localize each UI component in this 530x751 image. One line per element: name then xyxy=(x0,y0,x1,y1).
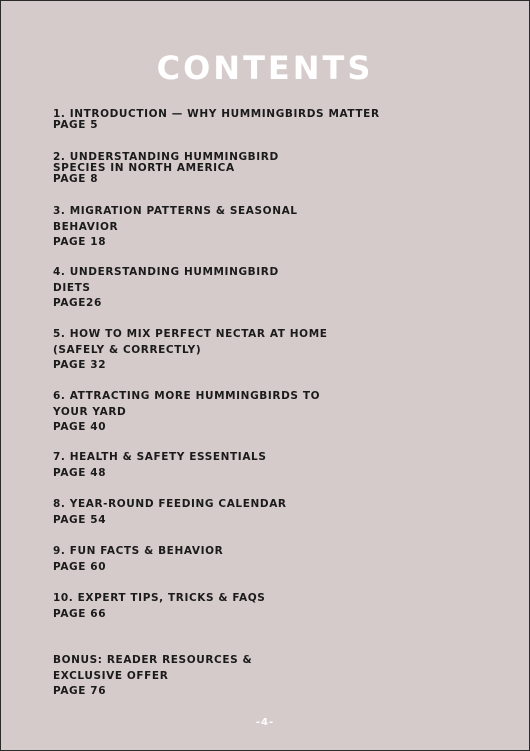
toc-entry-health xyxy=(53,450,413,481)
toc-entry-page: PAGE 5 xyxy=(53,119,99,131)
page-title: CONTENTS xyxy=(156,49,374,87)
toc-entry-page: PAGE 54 xyxy=(53,513,107,526)
toc-entry-page: PAGE 66 xyxy=(53,607,107,620)
toc-entry-title: DIETS xyxy=(53,281,91,294)
toc-entry-introduction xyxy=(53,109,413,131)
toc-entry-page: PAGE 76 xyxy=(53,685,107,697)
toc-entry-bonus xyxy=(53,653,413,700)
toc-entry-calendar xyxy=(53,497,413,528)
toc-entry-title: 10. EXPERT TIPS, TRICKS & FAQS xyxy=(53,592,266,604)
toc-entry-page: PAGE 48 xyxy=(53,466,107,479)
toc-entry-page: PAGE 40 xyxy=(53,421,107,433)
toc-entry-title: 4. UNDERSTANDING HUMMINGBIRD xyxy=(53,266,279,278)
toc-entry-title: 1. INTRODUCTION — WHY HUMMINGBIRDS MATTER xyxy=(53,108,380,120)
toc-entry-fun-facts xyxy=(53,544,413,575)
toc-entry-title: 7. HEALTH & SAFETY ESSENTIALS xyxy=(53,451,267,463)
toc-entry-title: 9. FUN FACTS & BEHAVIOR xyxy=(53,545,224,557)
toc-entry-title: EXCLUSIVE OFFER xyxy=(53,669,169,682)
toc-entry-title: 8. YEAR-ROUND FEEDING CALENDAR xyxy=(53,498,287,510)
page-number: -4- xyxy=(255,717,275,728)
toc-entry-page: PAGE26 xyxy=(53,297,102,309)
toc-entry-page: PAGE 32 xyxy=(53,359,107,371)
toc-entry-title: SPECIES IN NORTH AMERICA xyxy=(53,162,235,174)
toc-entry-page: PAGE 18 xyxy=(53,236,107,248)
toc-entry-diets xyxy=(53,265,413,312)
toc-entry-migration xyxy=(53,204,413,251)
toc-entry-title: 6. ATTRACTING MORE HUMMINGBIRDS TO xyxy=(53,390,321,402)
toc-entry-title: BONUS: READER RESOURCES & xyxy=(53,654,253,666)
toc-entry-expert-tips xyxy=(53,591,413,622)
toc-entry-title: BEHAVIOR xyxy=(53,220,119,233)
toc-entry-title: (SAFELY & CORRECTLY) xyxy=(53,343,202,356)
toc-entry-title: 5. HOW TO MIX PERFECT NECTAR AT HOME xyxy=(53,328,328,340)
toc-entry-nectar xyxy=(53,327,413,374)
toc-entry-attracting xyxy=(53,389,413,436)
toc-entry-page: PAGE 60 xyxy=(53,560,107,573)
toc-entry-title: 2. UNDERSTANDING HUMMINGBIRD xyxy=(53,151,279,163)
toc-entry-title: 3. MIGRATION PATTERNS & SEASONAL xyxy=(53,205,298,217)
toc-entry-title: YOUR YARD xyxy=(53,405,127,418)
toc-entry-page: PAGE 8 xyxy=(53,173,99,185)
toc-entry-species xyxy=(53,152,413,185)
